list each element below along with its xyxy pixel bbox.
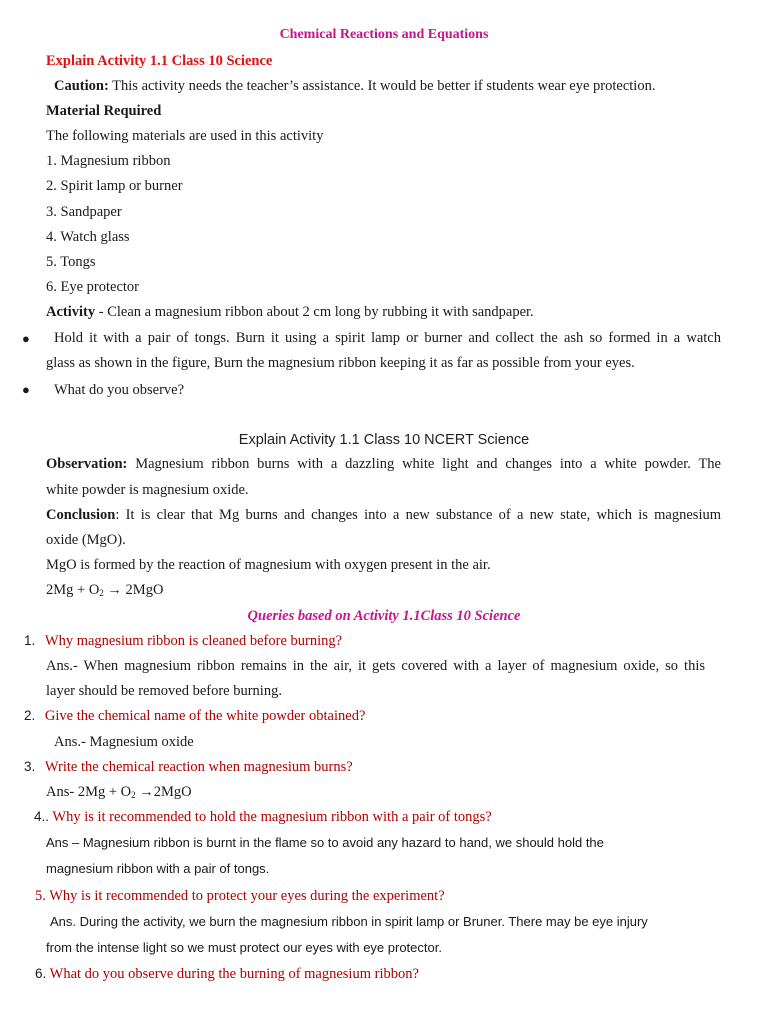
caution-paragraph <box>54 77 655 95</box>
materials-intro: The following materials are used in this activity <box>46 128 324 144</box>
bullet-1-line-1: Hold it with a pair of tongs. Burn it using a spirit lamp or burner and collect the ash so formed in a watch <box>54 330 721 346</box>
answer-1-line-2: layer should be removed before burning. <box>46 683 282 699</box>
question-text: What do you observe during the burning of magnesium ribbon? <box>49 966 419 982</box>
queries-heading: Queries based on Activity 1.1Class 10 Science <box>247 608 521 624</box>
bullet-2-text: What do you observe? <box>54 382 185 398</box>
conclusion-line-1: Conclusion: It is clear that Mg burns and changes into a new substance of a new state, which is magnesium <box>46 507 721 523</box>
material-item: 6. Eye protector <box>46 279 140 295</box>
answer-3: Ans- $2Mg + O_2 \to 2MgO$ <box>46 784 192 800</box>
question-3 <box>24 758 353 776</box>
question-text: Write the chemical reaction when magnesium burns? <box>44 759 353 775</box>
materials-heading: Material Required <box>46 103 162 119</box>
question-number: 3. <box>24 759 36 774</box>
material-item: 1. Magnesium ribbon <box>46 153 171 169</box>
material-item: 4. Watch glass <box>46 229 130 245</box>
bullet-icon: ● <box>22 331 30 346</box>
answer-4-line-2: magnesium ribbon with a pair of tongs. <box>46 861 270 876</box>
material-item: 5. Tongs <box>46 254 96 270</box>
question-number: 2. <box>24 708 36 723</box>
activity-heading: Explain Activity 1.1 Class 10 Science <box>46 53 273 69</box>
chemical-equation: $2Mg + O_2 \to 2MgO$ <box>46 582 164 598</box>
answer-5-line-1: Ans. During the activity, we burn the magnesium ribbon in spirit lamp or Bruner. There may be eye injury <box>50 914 648 929</box>
observation-label: Observation: <box>46 456 128 472</box>
question-number: 4.. <box>34 809 50 824</box>
question-number: 6. <box>35 966 47 981</box>
question-number: 1. <box>24 633 36 648</box>
observation-line-1: Observation: Magnesium ribbon burns with a dazzling white light and changes into a white powder. The <box>46 456 721 472</box>
section-subtitle: Explain Activity 1.1 Class 10 NCERT Science <box>238 432 530 448</box>
question-text: Give the chemical name of the white powder obtained? <box>44 708 366 724</box>
material-item: 2. Spirit lamp or burner <box>46 178 183 194</box>
caution-label: Caution: <box>54 78 109 94</box>
question-5: 5. Why is it recommended to protect your eyes during the experiment? <box>35 888 445 904</box>
question-text: Why magnesium ribbon is cleaned before burning? <box>44 633 343 649</box>
question-4 <box>34 808 492 826</box>
conclusion-label: Conclusion <box>46 507 116 523</box>
activity-label: Activity <box>46 304 96 320</box>
mgo-statement: MgO is formed by the reaction of magnesium with oxygen present in the air. <box>46 557 491 573</box>
conclusion-line-2: oxide (MgO). <box>46 532 126 548</box>
activity-paragraph <box>46 303 534 321</box>
question-6 <box>35 965 419 983</box>
activity-text: - Clean a magnesium ribbon about 2 cm long by rubbing it with sandpaper. <box>95 304 534 320</box>
answer-2: Ans.- Magnesium oxide <box>54 734 194 750</box>
answer-5-line-2: from the intense light so we must protect our eyes with eye protector. <box>46 940 442 955</box>
answer-1-line-1: Ans.- When magnesium ribbon remains in the air, it gets covered with a layer of magnesium oxide, so this <box>46 658 705 674</box>
answer-4-line-1: Ans – Magnesium ribbon is burnt in the flame so to avoid any hazard to hand, we should hold the <box>46 835 604 850</box>
bullet-icon: ● <box>22 382 30 397</box>
caution-text: This activity needs the teacher’s assistance. It would be better if students wear eye protection. <box>108 78 656 94</box>
document-title: Chemical Reactions and Equations <box>279 27 489 42</box>
material-item: 3. Sandpaper <box>46 204 122 220</box>
observation-line-2: white powder is magnesium oxide. <box>46 482 249 498</box>
question-1 <box>24 632 342 650</box>
bullet-1-line-2: glass as shown in the figure, Burn the magnesium ribbon keeping it as far as possible from your eyes. <box>46 355 635 371</box>
question-2 <box>24 707 365 725</box>
question-text: Why is it recommended to hold the magnesium ribbon with a pair of tongs? <box>52 809 492 825</box>
